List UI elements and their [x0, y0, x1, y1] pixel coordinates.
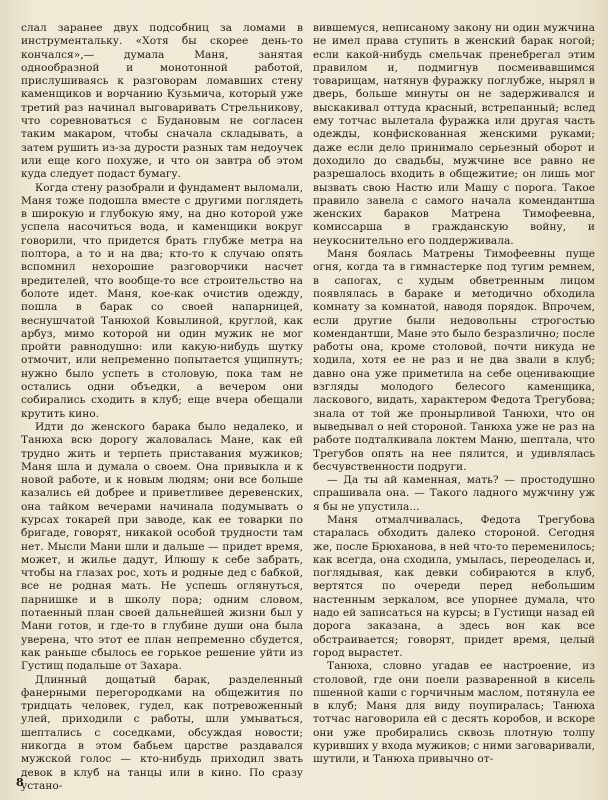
paragraph: Длинный дощатый барак, разделенный фанерными перегородками на общежития по тридцать человек, гудел, как потревоженный улей, приходили с работы, шли умываться, шептались с соседками, обсуждая новости; никогда в этом бабьем царстве раздавался мужской голос — кто-нибудь приходил звать девок в клуб на танцы или в кино. По сразу устано-: [21, 673, 303, 792]
paragraph: слал заранее двух подсобниц за ломами в инструментальку. «Хотя бы скорее день-то кончался»,— думала Маня, занятая однообразной и монотонной работой, прислушиваясь к разговорам ломавших стену каменщиков и ворчанию Кузьмича, который уже третий раз начинал выговаривать Стрельникову, что соревноваться с Будановым не согласен таким макаром, чтобы сначала складывать, а затем рушить из-за дурости разных там недоучек или еще кого похуже, и что он завтра об этом куда следует подаст бумагу.: [21, 22, 303, 181]
paragraph: вившемуся, неписаному закону ни один мужчина не имел права ступить в женский барак ногой; если какой-нибудь смельчак пренебрегал этим правилом и, подмигнув посмеивавшимся товарищам, натянув фуражку поглубже, нырял в дверь, больше минуты он не задерживался и выскакивал оттуда красный, встрепанный; вслед ему тотчас вылетала фуражка или другая часть одежды, конфискованная женскими руками; даже если дело принимало серьезный оборот и доходило до свадьбы, мужчине все равно не разрешалось входить в общежитие; он лишь мог вызвать свою Настю или Машу с порога. Такое правило завела с самого начала комендантша женских бараков Матрена Тимофеевна, комиссарша в гражданскую войну, и неукоснительно его поддерживала.: [313, 22, 595, 247]
paragraph: Маня боялась Матрены Тимофеевны пуще огня, когда та в гимнастерке под тугим ремнем, в сапогах, с худым обветренным лицом появлялась в бараке и методично обходила комнату за комнатой, наводя порядок. Впрочем, если другие были недовольны строгостью комендантши, Мане это было безразлично; после работы она, кроме столовой, почти никуда не ходила, хотя ее не раз и не два звали в клуб; давно она уже приметила на себе оценивающие взгляды молодого белесого каменщика, ласкового, видать, характером Федота Трегубова; знала от той же пронырливой Танюхи, что он выведывал о ней стороной. Танюха уже не раз на работе подталкивала локтем Маню, шептала, что Трегубов опять на нее пялится, и удивлялась бесчувственности подруги.: [313, 248, 595, 473]
text-column-right: [313, 22, 595, 767]
paragraph: Маня отмалчивалась, Федота Трегубова старалась обходить далеко стороной. Сегодня же, после Брюханова, в ней что-то переменилось; как всегда, она сходила, умылась, переоделась и, поглядывая, как девки собираются в клуб, вертятся по очереди перед небольшим настенным зеркалом, все упорнее думала, что надо ей записаться на курсы; в Густищи назад ей дорога заказана, а здесь вон как все обстраивается; говорят, придет время, целый город вырастет.: [313, 513, 595, 659]
text-column-left: [21, 22, 303, 793]
page-number: 8: [16, 776, 24, 789]
paragraph: — Да ты ай каменная, мать? — простодушно спрашивала она. — Такого ладного мужчину уж я бы не упустила...: [313, 474, 595, 513]
paragraph: Идти до женского барака было недалеко, и Танюха всю дорогу жаловалась Мане, как ей трудно жить и терпеть приставания мужиков; Маня шла и думала о своем. Она привыкла и к новой работе, и к новым людям; они все больше казались ей добрее и приветливее деревенских, она тайком вечерами начинала подумывать о курсах токарей при заводе, как ее товарки по бригаде, говорят, никакой особой трудности там нет. Мысли Мани шли и дальше — придет время, может, и жилье дадут, Илюшу к себе забрать, чтобы на глазах рос, хоть и родные дед с бабкой, все не родная мать. Не успешь оглянуться, парнишке и в школу пора; одним словом, потаенный план своей дальнейшей жизни был у Мани готов, и где-то в глубине души она была уверена, что этот ее план непременно сбудется, как раньше сбылось ее горькое решение уйти из Густищ подальше от Захара.: [21, 420, 303, 673]
paragraph: Когда стену разобрали и фундамент выломали, Маня тоже подошла вместе с другими поглядеть в широкую и глубокую яму, на дно которой уже успела насочиться вода, и каменщики вокруг говорили, что придется брать глубже метра на полтора, а то и на два; кто-то к случаю опять вспомнил нехорошие разговорчики насчет вредителей, что вообще-то все строительство на болоте идет. Маня, кое-как очистив одежду, пошла в барак со своей напарницей, веснушчатой Танюхой Ковылиной, круглой, как арбуз, мимо которой ни один мужик не мог пройти равнодушно: или какую-нибудь шутку отмочит, или непременно попытается ущипнуть; нужно было успеть в столовую, пока там не остались одни объедки, а вечером они собирались сходить в клуб; еще вчера обещали крутить кино.: [21, 181, 303, 420]
paragraph: Танюха, словно угадав ее настроение, из столовой, где они поели разваренной в кисель пшенной каши с горчичным маслом, потянула ее в клуб; Маня для виду поупиралась; Танюха тотчас наговорила ей с десять коробов, и вскоре они уже пробирались сквозь плотную толпу куривших у входа мужиков; с ними заговаривали, шутили, и Танюха привычно от-: [313, 660, 595, 766]
